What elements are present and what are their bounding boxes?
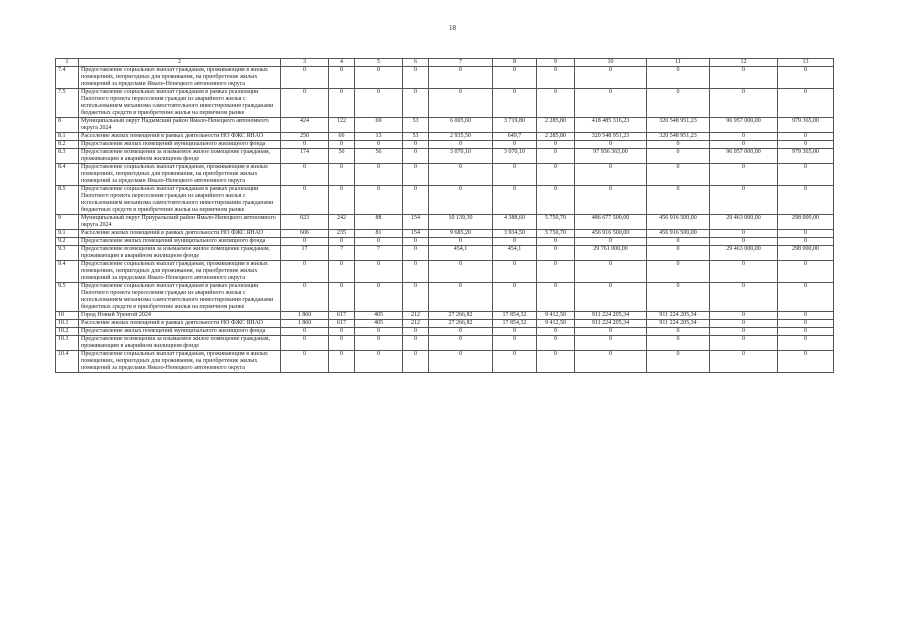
column-header: 10 xyxy=(575,59,647,67)
row-value: 0 xyxy=(575,164,647,186)
row-value: 0 xyxy=(710,351,778,373)
row-value: 320 548 951,23 xyxy=(575,133,647,141)
row-value: 0 xyxy=(537,261,575,283)
table-row xyxy=(56,238,834,246)
table-row xyxy=(56,164,834,186)
row-value: 0 xyxy=(710,336,778,351)
row-value: 0 xyxy=(493,186,537,215)
row-number: 8.2 xyxy=(56,141,79,149)
row-value: 0 xyxy=(403,164,429,186)
row-value: 0 xyxy=(575,336,647,351)
row-value: 0 xyxy=(647,186,710,215)
table-row xyxy=(56,320,834,328)
row-value: 298 000,00 xyxy=(778,246,834,261)
row-value: 0 xyxy=(429,186,493,215)
row-value: 0 xyxy=(778,261,834,283)
row-value: 0 xyxy=(647,328,710,336)
row-value: 456 916 500,00 xyxy=(647,215,710,230)
row-value: 0 xyxy=(575,67,647,89)
table-row xyxy=(56,283,834,312)
row-value: 0 xyxy=(493,164,537,186)
row-value: 0 xyxy=(329,336,355,351)
row-number: 8.1 xyxy=(56,133,79,141)
row-value: 0 xyxy=(537,164,575,186)
row-value: 617 xyxy=(329,320,355,328)
row-value: 486 677 500,00 xyxy=(575,215,647,230)
column-header: 3 xyxy=(281,59,329,67)
row-value: 0 xyxy=(355,141,403,149)
row-value: 0 xyxy=(429,328,493,336)
row-value: 0 xyxy=(537,328,575,336)
row-value: 0 xyxy=(403,261,429,283)
row-value: 623 xyxy=(281,215,329,230)
row-description: Город Новый Уренгой 2024 xyxy=(79,312,281,320)
row-value: 0 xyxy=(575,351,647,373)
row-value: 0 xyxy=(575,141,647,149)
column-header: 5 xyxy=(355,59,403,67)
row-value: 88 xyxy=(355,215,403,230)
row-value: 69 xyxy=(355,118,403,133)
row-value: 0 xyxy=(355,164,403,186)
row-value: 0 xyxy=(403,186,429,215)
column-header: 1 xyxy=(56,59,79,67)
column-header: 2 xyxy=(79,59,281,67)
row-value: 0 xyxy=(281,238,329,246)
row-description: Предоставление возмещения за изымаемое жилое помещение гражданам, проживающим в аварийном жилищном фонде xyxy=(79,246,281,261)
table-row xyxy=(56,312,834,320)
row-value: 0 xyxy=(710,328,778,336)
row-value: 0 xyxy=(355,283,403,312)
row-value: 0 xyxy=(429,141,493,149)
row-value: 9 412,50 xyxy=(537,312,575,320)
row-value: 0 xyxy=(647,336,710,351)
row-value: 0 xyxy=(493,238,537,246)
row-value: 0 xyxy=(647,283,710,312)
row-value: 0 xyxy=(710,238,778,246)
row-value: 0 xyxy=(429,67,493,89)
row-description: Предоставление жилых помещений муниципального жилищного фонда xyxy=(79,328,281,336)
page-number: 18 xyxy=(449,24,456,32)
row-value: 29 761 000,00 xyxy=(575,246,647,261)
row-value: 0 xyxy=(329,283,355,312)
row-value: 0 xyxy=(281,351,329,373)
row-value: 0 xyxy=(647,141,710,149)
row-value: 0 xyxy=(710,312,778,320)
row-value: 0 xyxy=(403,89,429,118)
row-number: 8.4 xyxy=(56,164,79,186)
row-value: 242 xyxy=(329,215,355,230)
row-value: 0 xyxy=(429,261,493,283)
row-value: 56 xyxy=(329,149,355,164)
row-value: 212 xyxy=(403,320,429,328)
row-value: 0 xyxy=(355,261,403,283)
row-value: 0 xyxy=(493,67,537,89)
row-value: 0 xyxy=(329,164,355,186)
row-value: 0 xyxy=(355,351,403,373)
row-number: 10 xyxy=(56,312,79,320)
row-number: 8.3 xyxy=(56,149,79,164)
row-value: 0 xyxy=(429,89,493,118)
row-value: 2 285,80 xyxy=(537,133,575,141)
row-value: 0 xyxy=(537,283,575,312)
row-value: 0 xyxy=(778,283,834,312)
row-description: Предоставление возмещения за изымаемое жилое помещение гражданам, проживающим в аварийном жилищном фонде xyxy=(79,336,281,351)
row-value: 7 xyxy=(329,246,355,261)
row-value: 0 xyxy=(647,261,710,283)
row-value: 0 xyxy=(329,67,355,89)
row-value: 0 xyxy=(710,89,778,118)
row-value: 17 854,32 xyxy=(493,312,537,320)
row-value: 53 xyxy=(403,133,429,141)
row-value: 0 xyxy=(778,67,834,89)
row-value: 2 285,80 xyxy=(537,118,575,133)
row-value: 454,1 xyxy=(429,246,493,261)
row-value: 0 xyxy=(429,164,493,186)
table-row xyxy=(56,246,834,261)
row-value: 0 xyxy=(493,283,537,312)
table-row xyxy=(56,328,834,336)
row-value: 0 xyxy=(329,186,355,215)
row-description: Предоставление социальных выплат гражданам в рамках реализации Пилотного проекта переселения граждан из аварийного жилья с использованием механизма самостоятельного инвестирования гражданами бюджетных средств в приобретение жилья на первичном рынке xyxy=(79,283,281,312)
row-value: 4 388,60 xyxy=(493,215,537,230)
row-value: 154 xyxy=(403,215,429,230)
row-value: 0 xyxy=(778,133,834,141)
row-description: Предоставление социальных выплат гражданам в рамках реализации Пилотного проекта переселения граждан из аварийного жилья с использованием механизма самостоятельного инвестирования гражданами бюджетных средств в приобретение жилья на первичном рынке xyxy=(79,186,281,215)
row-number: 9.1 xyxy=(56,230,79,238)
row-value: 0 xyxy=(537,149,575,164)
row-value: 0 xyxy=(778,312,834,320)
row-number: 9.2 xyxy=(56,238,79,246)
row-number: 9.5 xyxy=(56,283,79,312)
row-value: 0 xyxy=(493,141,537,149)
row-value: 0 xyxy=(281,328,329,336)
column-header: 11 xyxy=(647,59,710,67)
row-value: 0 xyxy=(329,238,355,246)
table-row xyxy=(56,186,834,215)
row-value: 979 365,00 xyxy=(778,118,834,133)
row-number: 9.4 xyxy=(56,261,79,283)
row-value: 0 xyxy=(778,186,834,215)
row-value: 154 xyxy=(403,230,429,238)
row-value: 0 xyxy=(281,283,329,312)
row-value: 29 463 000,00 xyxy=(710,215,778,230)
row-value: 454,1 xyxy=(493,246,537,261)
row-value: 0 xyxy=(575,238,647,246)
row-value: 6 005,60 xyxy=(429,118,493,133)
table-row xyxy=(56,351,834,373)
row-value: 0 xyxy=(537,351,575,373)
row-value: 96 957 000,00 xyxy=(710,149,778,164)
row-value: 0 xyxy=(493,261,537,283)
row-value: 56 xyxy=(355,149,403,164)
row-value: 0 xyxy=(281,336,329,351)
row-value: 0 xyxy=(355,89,403,118)
row-description: Муниципальный округ Приуральский район Ямало-Ненецкого автономного округа 2024 xyxy=(79,215,281,230)
table-row xyxy=(56,149,834,164)
row-value: 0 xyxy=(537,238,575,246)
row-value: 0 xyxy=(403,238,429,246)
row-value: 96 957 000,00 xyxy=(710,118,778,133)
row-value: 0 xyxy=(647,351,710,373)
row-value: 27 266,82 xyxy=(429,320,493,328)
row-description: Предоставление жилых помещений муниципального жилищного фонда xyxy=(79,238,281,246)
column-header: 9 xyxy=(537,59,575,67)
row-value: 3 070,10 xyxy=(493,149,537,164)
row-value: 456 916 500,00 xyxy=(575,230,647,238)
row-value: 3 719,80 xyxy=(493,118,537,133)
row-description: Предоставление жилых помещений муниципального жилищного фонда xyxy=(79,141,281,149)
row-value: 0 xyxy=(575,328,647,336)
row-value: 0 xyxy=(647,149,710,164)
row-description: Предоставление социальных выплат гражданам, проживающим в жилых помещениях, непригодных для проживания, на приобретение жилых помещений за пределами Ямало-Ненецкого автономного округа xyxy=(79,351,281,373)
row-value: 17 854,32 xyxy=(493,320,537,328)
row-value: 0 xyxy=(647,164,710,186)
table-row xyxy=(56,141,834,149)
table-row xyxy=(56,261,834,283)
row-value: 0 xyxy=(281,164,329,186)
column-header: 4 xyxy=(329,59,355,67)
table-body xyxy=(56,67,834,373)
row-value: 0 xyxy=(537,89,575,118)
row-value: 0 xyxy=(281,261,329,283)
row-value: 5 750,70 xyxy=(537,230,575,238)
row-value: 0 xyxy=(778,351,834,373)
row-value: 0 xyxy=(493,351,537,373)
row-value: 66 xyxy=(329,133,355,141)
row-value: 0 xyxy=(647,67,710,89)
table-row xyxy=(56,133,834,141)
row-value: 2 935,50 xyxy=(429,133,493,141)
row-value: 174 xyxy=(281,149,329,164)
row-value: 81 xyxy=(355,230,403,238)
row-value: 0 xyxy=(778,141,834,149)
row-value: 0 xyxy=(329,261,355,283)
column-header: 13 xyxy=(778,59,834,67)
row-value: 0 xyxy=(493,89,537,118)
row-value: 0 xyxy=(493,328,537,336)
row-value: 649,7 xyxy=(493,133,537,141)
row-value: 0 xyxy=(429,238,493,246)
row-value: 1 860 xyxy=(281,312,329,320)
row-value: 0 xyxy=(355,186,403,215)
table-row xyxy=(56,230,834,238)
row-value: 298 000,00 xyxy=(778,215,834,230)
row-value: 0 xyxy=(329,351,355,373)
row-value: 0 xyxy=(537,141,575,149)
resettlement-table xyxy=(55,58,834,373)
row-value: 7 xyxy=(355,246,403,261)
row-value: 13 xyxy=(355,133,403,141)
row-description: Предоставление социальных выплат гражданам в рамках реализации Пилотного проекта переселения граждан из аварийного жилья с использованием механизма самостоятельного инвестирования гражданами бюджетных средств в приобретение жилья на первичном рынке xyxy=(79,89,281,118)
row-value: 0 xyxy=(647,238,710,246)
column-header: 12 xyxy=(710,59,778,67)
row-value: 0 xyxy=(537,336,575,351)
row-value: 979 365,00 xyxy=(778,149,834,164)
row-value: 0 xyxy=(403,149,429,164)
row-value: 3 934,50 xyxy=(493,230,537,238)
row-value: 27 266,82 xyxy=(429,312,493,320)
row-value: 0 xyxy=(355,328,403,336)
row-value: 424 xyxy=(281,118,329,133)
row-value: 0 xyxy=(575,89,647,118)
row-value: 0 xyxy=(429,283,493,312)
row-value: 0 xyxy=(329,141,355,149)
row-value: 320 548 951,23 xyxy=(647,118,710,133)
row-value: 0 xyxy=(429,351,493,373)
table-row xyxy=(56,336,834,351)
row-number: 10.3 xyxy=(56,336,79,351)
row-value: 97 936 365,00 xyxy=(575,149,647,164)
row-value: 0 xyxy=(429,336,493,351)
row-value: 0 xyxy=(778,164,834,186)
row-value: 235 xyxy=(329,230,355,238)
row-value: 0 xyxy=(778,336,834,351)
row-value: 17 xyxy=(281,246,329,261)
row-description: Предоставление социальных выплат гражданам, проживающим в жилых помещениях, непригодных для проживания, на приобретение жилых помещений за пределами Ямало-Ненецкого автономного округа xyxy=(79,261,281,283)
row-number: 10.2 xyxy=(56,328,79,336)
row-value: 0 xyxy=(403,283,429,312)
row-value: 0 xyxy=(355,67,403,89)
row-description: Предоставление социальных выплат гражданам, проживающим в жилых помещениях, непригодных для проживания, на приобретение жилых помещений за пределами Ямало-Ненецкого автономного округа xyxy=(79,164,281,186)
row-number: 7.4 xyxy=(56,67,79,89)
row-value: 0 xyxy=(281,141,329,149)
column-number-row xyxy=(56,59,834,67)
row-value: 9 685,20 xyxy=(429,230,493,238)
row-value: 456 916 500,00 xyxy=(647,230,710,238)
row-number: 9 xyxy=(56,215,79,230)
row-value: 0 xyxy=(537,67,575,89)
row-value: 3 070,10 xyxy=(429,149,493,164)
row-value: 0 xyxy=(710,141,778,149)
table-row xyxy=(56,118,834,133)
row-value: 9 412,50 xyxy=(537,320,575,328)
row-value: 0 xyxy=(403,141,429,149)
row-description: Расселение жилых помещений в рамках деятельности НО ФЖС ЯНАО xyxy=(79,133,281,141)
row-value: 606 xyxy=(281,230,329,238)
row-value: 911 224 205,34 xyxy=(575,312,647,320)
row-value: 0 xyxy=(710,261,778,283)
row-value: 0 xyxy=(403,351,429,373)
column-header: 6 xyxy=(403,59,429,67)
row-value: 0 xyxy=(710,164,778,186)
row-number: 10.1 xyxy=(56,320,79,328)
row-value: 911 224 205,34 xyxy=(647,320,710,328)
row-value: 1 860 xyxy=(281,320,329,328)
table-row xyxy=(56,215,834,230)
table-row xyxy=(56,67,834,89)
row-value: 0 xyxy=(710,230,778,238)
row-description: Предоставление социальных выплат гражданам, проживающим в жилых помещениях, непригодных для проживания, на приобретение жилых помещений за пределами Ямало-Ненецкого автономного округа xyxy=(79,67,281,89)
row-value: 0 xyxy=(403,246,429,261)
row-number: 9.3 xyxy=(56,246,79,261)
row-number: 10.4 xyxy=(56,351,79,373)
row-value: 0 xyxy=(329,328,355,336)
row-value: 0 xyxy=(778,230,834,238)
row-value: 0 xyxy=(403,67,429,89)
table-row xyxy=(56,89,834,118)
row-value: 418 485 316,23 xyxy=(575,118,647,133)
row-value: 0 xyxy=(575,186,647,215)
row-value: 0 xyxy=(537,186,575,215)
row-value: 0 xyxy=(537,246,575,261)
row-value: 0 xyxy=(647,89,710,118)
row-value: 0 xyxy=(710,133,778,141)
row-description: Муниципальный округ Надымский район Ямало-Ненецкого автономного округа 2024 xyxy=(79,118,281,133)
row-value: 0 xyxy=(710,67,778,89)
row-description: Расселение жилых помещений в рамках деятельности НО ФЖС ЯНАО xyxy=(79,320,281,328)
row-value: 53 xyxy=(403,118,429,133)
row-value: 0 xyxy=(281,89,329,118)
row-value: 911 224 205,34 xyxy=(647,312,710,320)
row-number: 7.5 xyxy=(56,89,79,118)
row-value: 10 139,30 xyxy=(429,215,493,230)
row-value: 0 xyxy=(710,283,778,312)
row-value: 0 xyxy=(403,336,429,351)
row-value: 250 xyxy=(281,133,329,141)
row-value: 0 xyxy=(778,328,834,336)
row-description: Расселение жилых помещений в рамках деятельности НО ФЖС ЯНАО xyxy=(79,230,281,238)
row-value: 0 xyxy=(493,336,537,351)
row-value: 5 750,70 xyxy=(537,215,575,230)
row-value: 0 xyxy=(710,186,778,215)
row-value: 911 224 205,34 xyxy=(575,320,647,328)
row-value: 0 xyxy=(355,238,403,246)
row-value: 29 463 000,00 xyxy=(710,246,778,261)
row-value: 0 xyxy=(329,89,355,118)
row-number: 8 xyxy=(56,118,79,133)
row-value: 0 xyxy=(575,261,647,283)
row-value: 617 xyxy=(329,312,355,320)
row-value: 0 xyxy=(281,186,329,215)
row-value: 0 xyxy=(778,238,834,246)
row-number: 8.5 xyxy=(56,186,79,215)
row-value: 0 xyxy=(710,320,778,328)
row-value: 0 xyxy=(281,67,329,89)
row-value: 122 xyxy=(329,118,355,133)
row-value: 0 xyxy=(575,283,647,312)
column-header: 7 xyxy=(429,59,493,67)
row-value: 212 xyxy=(403,312,429,320)
row-value: 0 xyxy=(355,336,403,351)
row-value: 0 xyxy=(647,246,710,261)
row-value: 405 xyxy=(355,320,403,328)
row-value: 320 548 951,23 xyxy=(647,133,710,141)
row-description: Предоставление возмещения за изымаемое жилое помещение гражданам, проживающим в аварийном жилищном фонде xyxy=(79,149,281,164)
row-value: 0 xyxy=(778,89,834,118)
row-value: 0 xyxy=(778,320,834,328)
row-value: 0 xyxy=(403,328,429,336)
column-header: 8 xyxy=(493,59,537,67)
row-value: 405 xyxy=(355,312,403,320)
